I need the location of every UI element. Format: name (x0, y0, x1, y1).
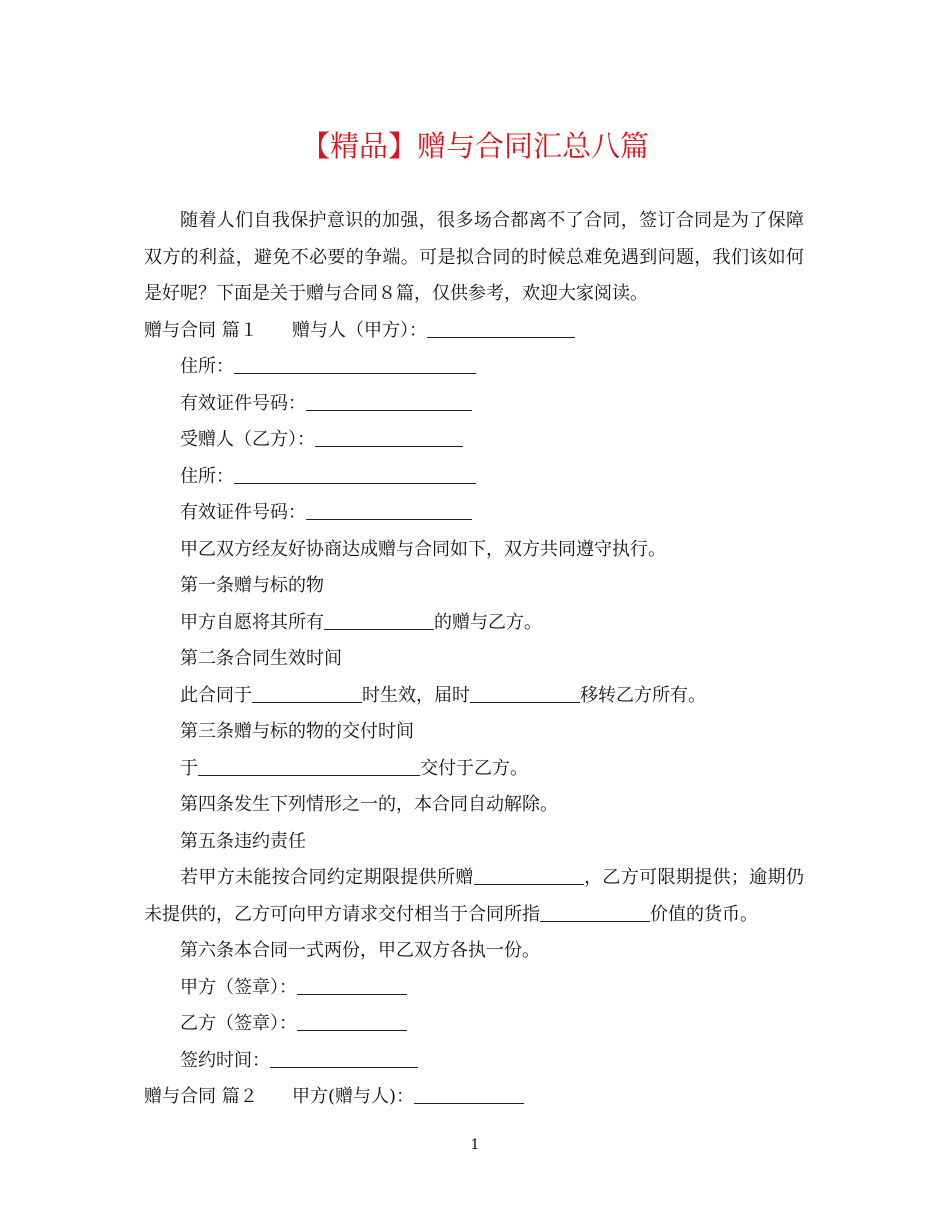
article3-blank (198, 753, 420, 776)
article5-text-a: 若甲方未能按合同约定期限提供所赠 (180, 867, 474, 888)
article5-blank-1 (474, 862, 584, 885)
article1-title: 第一条赠与标的物 (180, 575, 324, 596)
id1-line (144, 386, 804, 423)
donee-blank (315, 424, 463, 447)
sign-date-label: 签约时间： (180, 1049, 270, 1071)
article5-text-c: 价值的货币。 (650, 903, 758, 925)
article3-text-a: 于 (180, 757, 198, 779)
address2-label: 住所： (180, 465, 234, 487)
address2-blank (234, 461, 476, 484)
article2-blank-1 (252, 680, 362, 703)
address1-label: 住所： (180, 356, 234, 377)
party-b-sign-line (144, 1006, 804, 1043)
article1-text-b: 的赠与乙方。 (434, 611, 542, 633)
donor-blank (427, 315, 575, 338)
article4-text: 第四条发生下列情形之一的，本合同自动解除。 (180, 794, 558, 815)
party-a-sign-label: 甲方（签章）： (180, 976, 297, 998)
document-body (144, 203, 804, 1116)
article2-blank-2 (470, 680, 580, 703)
address2-line (144, 459, 804, 496)
section2-heading-line (144, 1079, 804, 1116)
section2-donor-label: 甲方(赠与人)： (292, 1086, 415, 1107)
article6-text: 第六条本合同一式两份，甲乙双方各执一份。 (180, 940, 540, 961)
article5-text-b: ，乙方可限期提供；逾期仍未提供的，乙方可向甲方请求交付相当于合同所指 (144, 867, 805, 925)
article2-title: 第二条合同生效时间 (180, 648, 342, 669)
section2-donor-blank (414, 1081, 524, 1104)
id1-label: 有效证件号码： (180, 392, 306, 414)
article2-text-c: 移转乙方所有。 (580, 684, 706, 706)
article2-text-b: 时生效，届时 (362, 684, 470, 706)
section1-heading: 赠与合同 篇１ (144, 319, 258, 341)
article1-text-a: 甲方自愿将其所有 (180, 611, 324, 633)
address1-line (144, 349, 804, 386)
intro-paragraph: 随着人们自我保护意识的加强，很多场合都离不了合同，签订合同是为了保障双方的利益，避免不必要的争端。可是拟合同的时候总难免遇到问题，我们该如何是好呢？下面是关于赠与合同８篇，仅供参考，欢迎大家阅读。 (144, 210, 804, 304)
party-a-sign-line (144, 970, 804, 1007)
article5-blank-2 (540, 899, 650, 922)
party-b-sign-label: 乙方（签章）： (180, 1013, 297, 1034)
article2-text-a: 此合同于 (180, 684, 252, 706)
section1-heading-line (144, 313, 804, 350)
donee-label: 受赠人（乙方）： (180, 429, 315, 450)
article5-title: 第五条违约责任 (180, 830, 306, 852)
address1-blank (234, 351, 476, 374)
sign-date-blank (270, 1045, 418, 1068)
article1-body (144, 605, 804, 642)
page-number: 1 (470, 1137, 480, 1153)
article5-body (144, 860, 804, 933)
agreement-text: 甲乙双方经友好协商达成赠与合同如下，双方共同遵守执行。 (180, 538, 666, 560)
donee-line (144, 422, 804, 459)
article2-body (144, 678, 804, 715)
document-title: 【精品】赠与合同汇总八篇 (300, 129, 649, 163)
section2-heading: 赠与合同 篇２ (144, 1086, 258, 1107)
article3-text-b: 交付于乙方。 (420, 757, 528, 779)
sign-date-line (144, 1043, 804, 1080)
id2-label: 有效证件号码： (180, 502, 306, 523)
article1-blank (324, 607, 434, 630)
id2-blank (306, 497, 472, 520)
donor-label: 赠与人（甲方）： (292, 319, 427, 341)
party-b-sign-blank (297, 1008, 407, 1031)
id1-blank (306, 388, 472, 411)
article3-body (144, 751, 804, 788)
id2-line (144, 495, 804, 532)
party-a-sign-blank (297, 972, 407, 995)
article3-title: 第三条赠与标的物的交付时间 (180, 721, 414, 742)
